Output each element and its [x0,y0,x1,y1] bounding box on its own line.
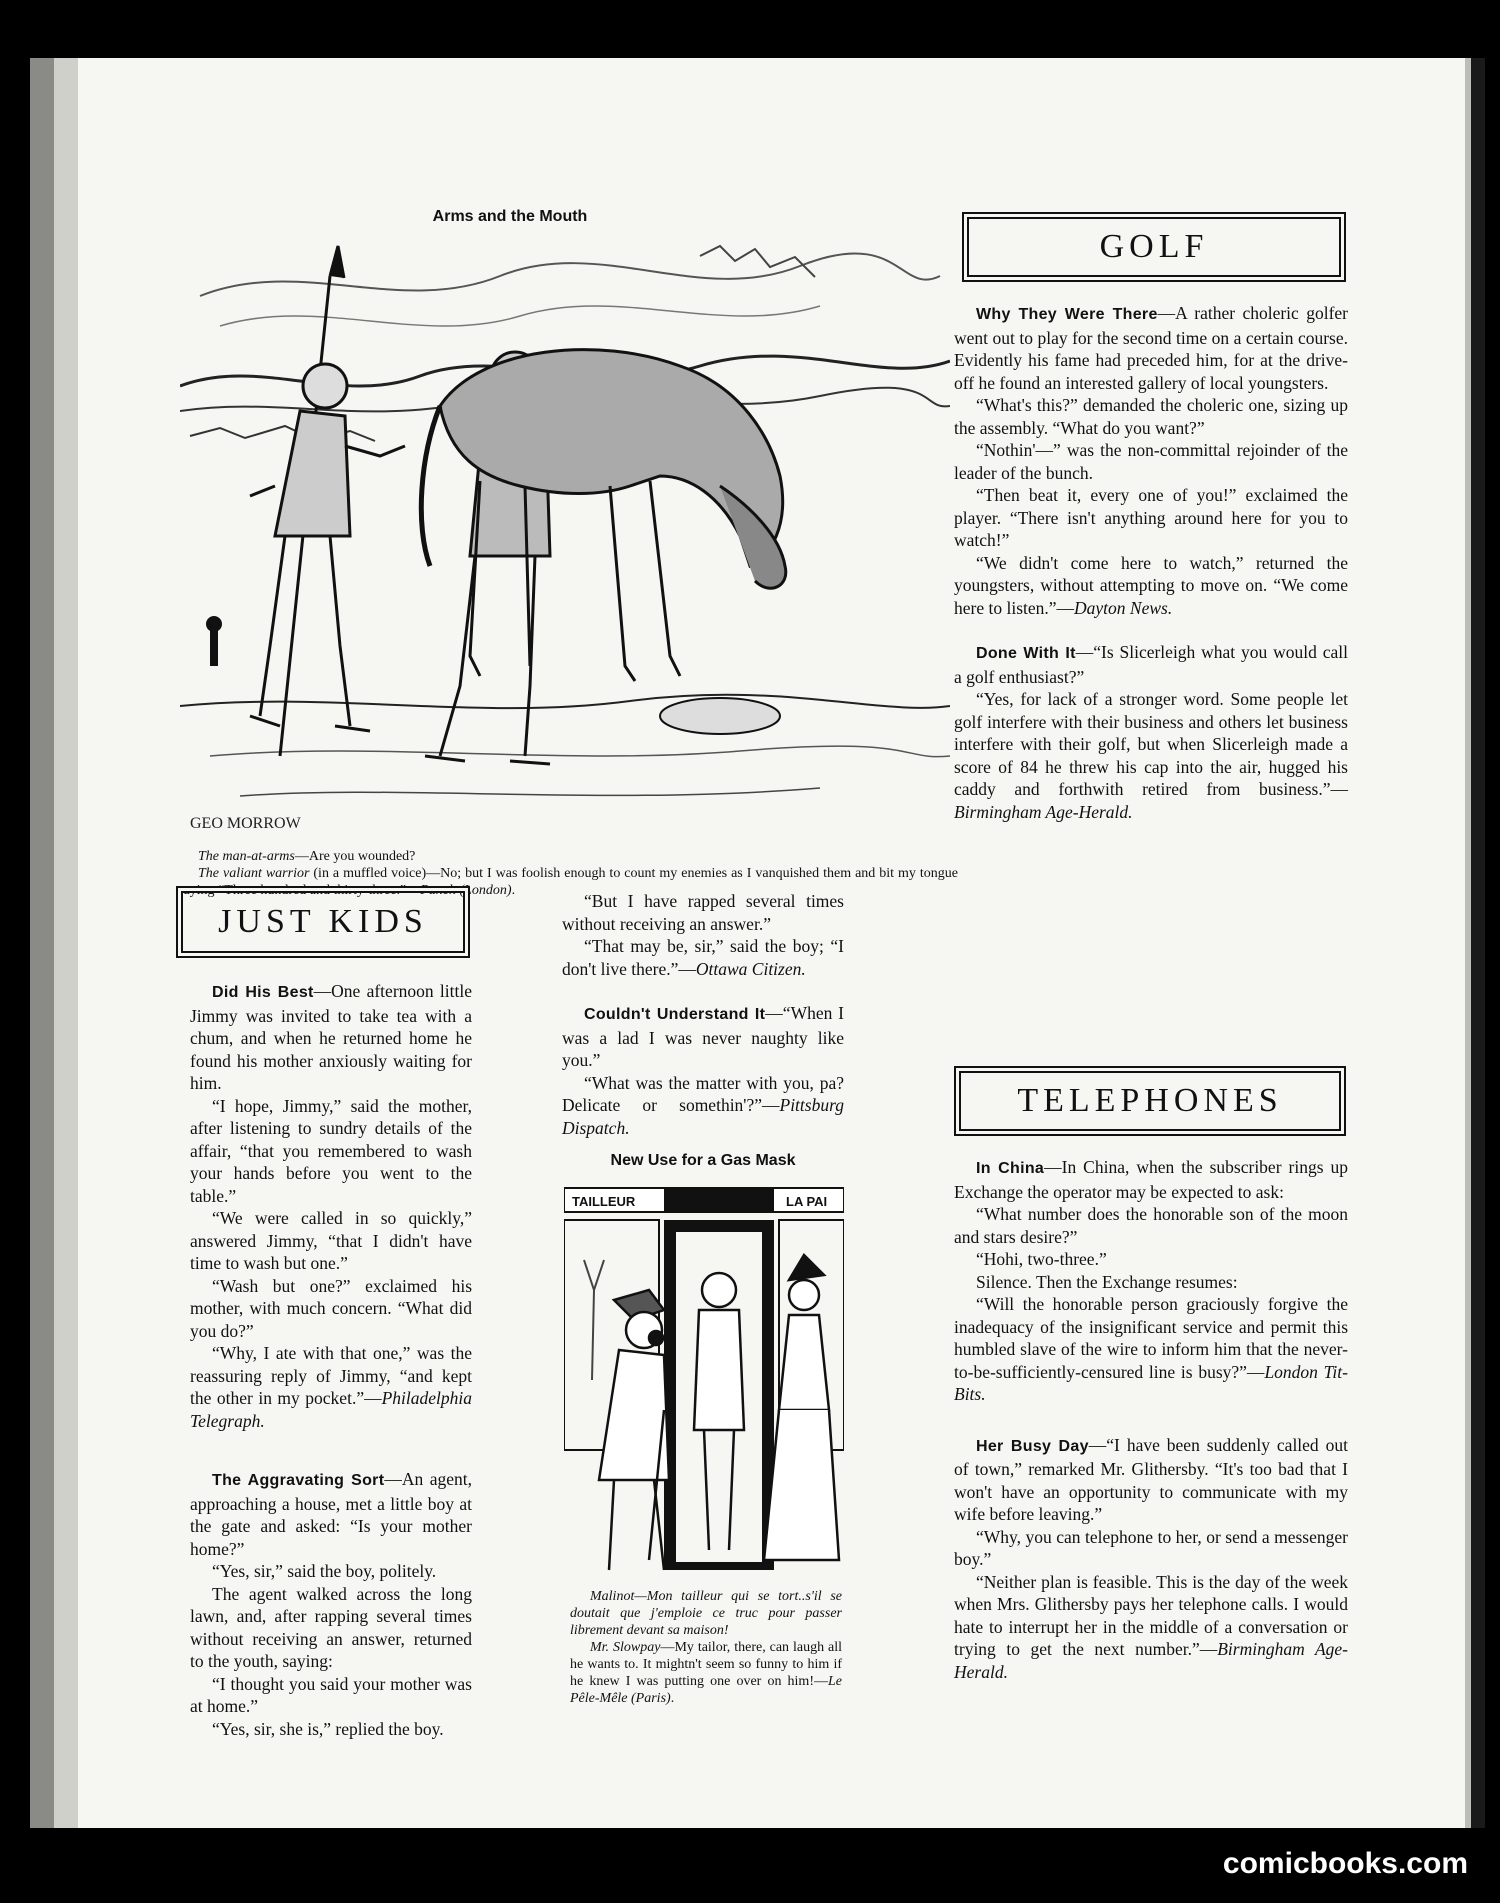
paragraph: Done With It—“Is Slicerleigh what you would call a golf enthusiast?” [954,642,1348,687]
caption-line-1: The man-at-arms—Are you wounded? [198,849,416,864]
paragraph: Why They Were There—A rather choleric golfer went out to play for the second time on a certain course. Evidently his fame had preceded him, for at the drive-off he found an interested gallery of local youngsters. [954,303,1348,393]
shop-sign-right: LA PAI [786,1194,828,1209]
paragraph: “We didn't come here to watch,” returned the youngsters, without attempting to move on. “We come here to listen.”—Dayton News. [954,552,1348,618]
paragraph: “Neither plan is feasible. This is the day of the week when Mrs. Glithersby pays her telephone calls. I would hate to interrupt her in the middle of a conversation or trying to get the next number.”—Birmingham Age-Herald. [954,1571,1349,1682]
paragraph: “Why, you can telephone to her, or send a messenger boy.” [954,1526,1348,1569]
paragraph: “Then beat it, every one of you!” exclaimed the player. “There isn't anything around here for you to watch!” [954,485,1348,550]
column-golf [954,302,1348,823]
caption-line-2: Mr. Slowpay—My tailor, there, can laugh all he wants to. It mightn't seem so funny to him if he knew I was putting one over on him!—Le Pêle-Mêle (Paris). [570,1640,843,1706]
paragraph: Silence. Then the Exchange resumes: [976,1271,1238,1292]
page [30,58,1485,1828]
paragraph: “What number does the honorable son of the moon and stars desire?” [954,1204,1348,1247]
paragraph: “We were called in so quickly,” answered Jimmy, “that I didn't have time to wash but one.” [190,1208,472,1273]
page-binding [30,58,54,1828]
paragraph: “Yes, sir,” said the boy, politely. [212,1561,437,1581]
paragraph: “That may be, sir,” said the boy; “I don't live there.”—Ottawa Citizen. [562,936,844,979]
runin-heading: In China [976,1160,1045,1177]
paragraph: “Nothin'—” was the non-committal rejoinder of the leader of the bunch. [954,440,1348,483]
runin-heading: Did His Best [212,984,314,1001]
column-middle [562,890,844,1139]
paragraph: “But I have rapped several times without receiving an answer.” [562,891,844,934]
caption-line-1: Malinot—Mon tailleur qui se tort..s'il se doutait que j'emploie ce truc pour passer librement devant sa maison! [570,1589,842,1638]
paragraph: In China—In China, when the subscriber rings up Exchange the operator may be expected to ask: [954,1157,1348,1202]
site-watermark: comicbooks.com [1222,1847,1468,1880]
runin-heading: Her Busy Day [976,1437,1089,1455]
paragraph: Couldn't Understand It—“When I was a lad I was never naughty like you.” [562,1003,844,1070]
paragraph: “What was the matter with you, pa? Delicate or somethin'?”—Pittsburg Dispatch. [562,1072,844,1138]
paragraph: “Will the honorable person graciously forgive the inadequacy of the insignificant service and permit this humbled slave of the wire to inform him that the never-to-be-sufficiently-censured line is busy?”—London Tit-Bits. [954,1294,1348,1404]
paragraph: “What's this?” demanded the choleric one, sizing up the assembly. “What do you want?” [954,395,1348,438]
paragraph: Her Busy Day—“I have been suddenly called out of town,” remarked Mr. Glithersby. “It's too bad that I won't have an opportunity to communicate with my wife before leaving.” [954,1434,1348,1524]
paragraph: “Yes, sir, she is,” replied the boy. [212,1718,444,1739]
paragraph: The agent walked across the long lawn, and, after rapping several times without receiving an answer, returned to the youth, saying: [190,1583,472,1671]
cartoon-title: New Use for a Gas Mask [610,1152,796,1169]
page-edge-dark [1471,58,1485,1828]
gas-mask-illustration [564,1180,844,1580]
golf-heading: GOLF [962,212,1346,282]
column-just-kids [190,980,472,1740]
paragraph: “Why, I ate with that one,” was the reassuring reply of Jimmy, “and kept the other in my pocket.”—Philadelphia Telegraph. [190,1343,472,1431]
cartoon-caption [570,1588,842,1707]
shop-sign-tailleur: TAILLEUR [572,1194,636,1209]
cartoon-title: Arms and the Mouth [432,208,588,225]
just-kids-heading: JUST KIDS [176,886,470,958]
knight-horse-illustration [180,236,950,836]
runin-heading: Couldn't Understand It [584,1006,766,1023]
runin-heading: Why They Were There [976,306,1158,323]
paragraph: “Wash but one?” exclaimed his mother, with much concern. “What did you do?” [190,1275,472,1341]
page-binding-shadow [54,58,78,1828]
cartoon-signature: GEO MORROW [190,815,301,832]
telephones-heading: TELEPHONES [954,1066,1346,1136]
runin-heading: The Aggravating Sort [212,1472,385,1489]
paragraph: “Yes, for lack of a stronger word. Some people let golf interfere with their business and others let business interfere with their golf, but when Slicerleigh made a score of 84 he threw his cap into the air, hugged his caddy and forthwith retired from business.”—Birmingham Age-Herald. [954,689,1348,822]
runin-heading: Done With It [976,645,1076,662]
column-telephones [954,1156,1348,1683]
paragraph: “Hohi, two-three.” [976,1249,1107,1269]
caption-line-2: The valiant warrior (in a muffled voice)—No; but I was foolish enough to count my enemies as I vanquished them and bit my tongue saying “Three hundred and thirty-three.”—Punch (London). [178,866,958,898]
paragraph: “I thought you said your mother was at home.” [190,1673,472,1716]
paragraph: “I hope, Jimmy,” said the mother, after listening to sundry details of the affair, “that you remembered to wash your hands before you went to the table.” [190,1095,472,1206]
paragraph: The Aggravating Sort—An agent, approaching a house, met a little boy at the gate and asked: “Is your mother home?” [190,1469,472,1559]
paragraph: Did His Best—One afternoon little Jimmy was invited to take tea with a chum, and when he returned home he found his mother anxiously waiting for him. [190,981,472,1093]
